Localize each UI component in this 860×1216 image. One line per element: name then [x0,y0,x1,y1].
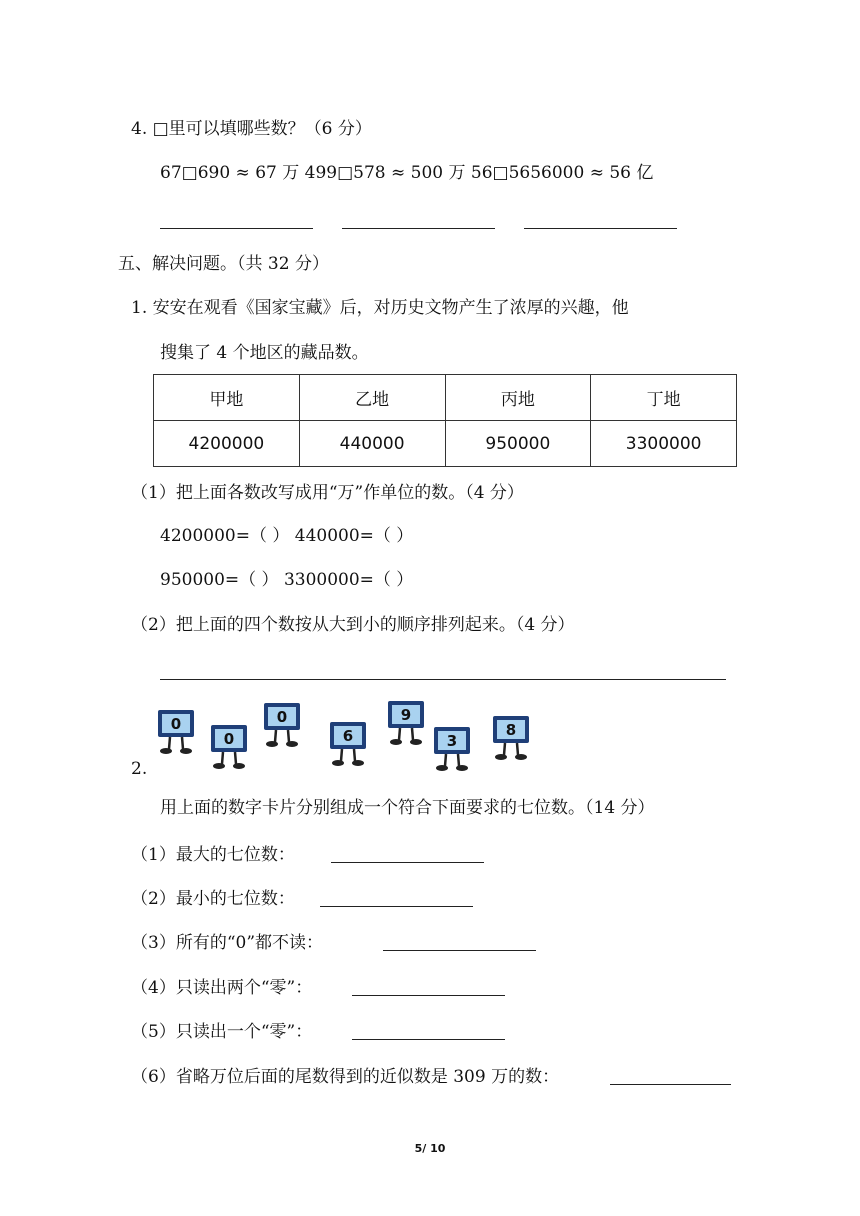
p2-item-3: （3）所有的“0”都不读： [131,933,324,953]
digit-card [326,719,370,769]
table-cell: 950000 [445,421,591,467]
p2-item-6: （6）省略万位后面的尾数得到的近似数是 309 万的数： [131,1067,560,1087]
p1-line1: 1. 安安在观看《国家宝藏》后，对历史文物产生了浓厚的兴趣，他 [131,298,629,318]
digit-card [260,700,304,750]
table-header-cell: 甲地 [154,375,300,421]
p1-sub2: （2）把上面的四个数按从大到小的顺序排列起来。（4 分） [131,615,575,635]
p2-item-1: （1）最大的七位数： [131,845,295,865]
section5-title: 五、解决问题。（共 32 分） [118,254,329,274]
table-header-cell: 乙地 [299,375,445,421]
table-header-row [154,375,737,421]
digit-card [207,722,251,772]
p1-sub1-row2: 950000=（ ） 3300000=（ ） [160,570,414,590]
p2-item-2: （2）最小的七位数： [131,889,295,909]
p1-sub2-answer-blank[interactable] [160,679,726,680]
digit-card [489,713,533,763]
collection-table [153,374,737,467]
q4-answer-blank-3[interactable] [524,228,677,229]
digit-card [430,724,474,774]
p2-answer-blank-4[interactable] [352,995,505,996]
digit-card-label: 0 [170,715,182,733]
p2-item-5: （5）只读出一个“零”： [131,1022,313,1042]
q4-answer-blank-1[interactable] [160,228,313,229]
digit-card [384,698,428,748]
table-cell: 4200000 [154,421,300,467]
table-header-cell: 丁地 [591,375,737,421]
table-cell: 3300000 [591,421,737,467]
table-row [154,421,737,467]
p1-sub1: （1）把上面各数改写成用“万”作单位的数。（4 分） [131,483,524,503]
p2-answer-blank-1[interactable] [331,862,484,863]
digit-card-label: 0 [223,730,235,748]
table-cell: 440000 [299,421,445,467]
q4-expressions: 67□690 ≈ 67 万 499□578 ≈ 500 万 56□5656000 ≈ 56 亿 [160,163,654,183]
p1-sub1-row1: 4200000=（ ） 440000=（ ） [160,526,414,546]
p2-answer-blank-5[interactable] [352,1039,505,1040]
digit-card [154,707,198,757]
p2-item-4: （4）只读出两个“零”： [131,978,313,998]
p2-answer-blank-3[interactable] [383,950,536,951]
p2-intro: 用上面的数字卡片分别组成一个符合下面要求的七位数。（14 分） [160,798,655,818]
digit-card-label: 3 [446,732,458,750]
digit-card-label: 6 [342,727,354,745]
page-number: 5/ 10 [414,1142,446,1155]
table-header-cell: 丙地 [445,375,591,421]
p2-number: 2. [131,759,148,779]
digit-card-label: 0 [276,708,288,726]
p2-answer-blank-2[interactable] [320,906,473,907]
digit-card-label: 8 [505,721,517,739]
digit-card-label: 9 [400,706,412,724]
p2-answer-blank-6[interactable] [610,1084,731,1085]
q4-answer-blank-2[interactable] [342,228,495,229]
q4-title: 4. □里可以填哪些数？（6 分） [131,119,372,139]
p1-line2: 搜集了 4 个地区的藏品数。 [160,343,369,363]
